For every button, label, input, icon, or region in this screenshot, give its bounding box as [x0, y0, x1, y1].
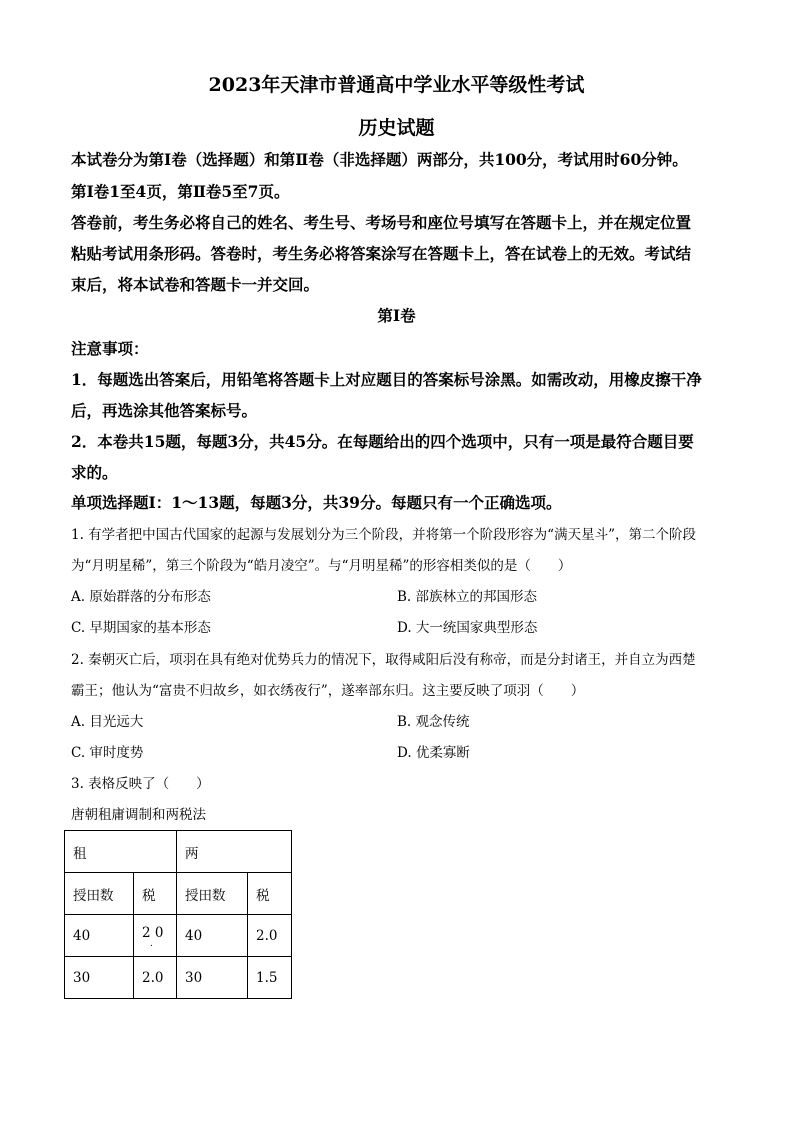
question-2-option-a[interactable]: A. 目光远大: [71, 714, 144, 730]
question-2-option-b[interactable]: B. 观念传统: [397, 714, 470, 730]
question-1-option-d[interactable]: D. 大一统国家典型形态: [397, 620, 538, 636]
exam-subtitle: 历史试题: [358, 117, 435, 139]
question-2-stem: 2. 秦朝灭亡后，项羽在具有绝对优势兵力的情况下，取得咸阳后没有称帝，而是分封诸王，并自立为西楚: [71, 652, 696, 668]
table-group-header: 租: [65, 831, 177, 873]
table-cell: 40: [65, 915, 134, 957]
question-2-stem: 霸王；他认为“富贵不归故乡，如衣绣夜行”，遂率部东归。这主要反映了项羽（ ）: [71, 683, 585, 699]
table-caption: 唐朝租庸调制和两税法: [71, 807, 206, 823]
table-header-cell: 授田数: [177, 873, 248, 915]
table-cell: 30: [65, 957, 134, 999]
table-group-header: 两: [177, 831, 292, 873]
question-1-option-b[interactable]: B. 部族林立的邦国形态: [397, 589, 538, 605]
intro-line: 本试卷分为第Ⅰ卷（选择题）和第Ⅱ卷（非选择题）两部分，共100分，考试用时60分钟。: [71, 150, 688, 169]
notes-heading: 注意事项：: [71, 339, 149, 358]
notes-line: 1．每题选出答案后，用铅笔将答题卡上对应题目的答案标号涂黑。如需改动，用橡皮擦干净: [71, 370, 702, 389]
table-row: [65, 915, 292, 957]
question-1-option-a[interactable]: A. 原始群落的分布形态: [71, 589, 211, 605]
question-1-stem: 1. 有学者把中国古代国家的起源与发展划分为三个阶段，并将第一个阶段形容为“满天星斗”，第二个阶段: [71, 527, 696, 543]
table-header-cell: 授田数: [65, 873, 134, 915]
table-cell: 2.0: [134, 957, 177, 999]
question-3-stem: 3. 表格反映了（ ）: [71, 776, 210, 792]
table-cell: [134, 915, 177, 957]
table-cell: 2.0: [248, 915, 292, 957]
intro-line: 粘贴考试用条形码。答卷时，考生务必将答案涂写在答题卡上，答在试卷上的无效。考试结: [71, 244, 692, 263]
intro-line: 答卷前，考生务必将自己的姓名、考生号、考场号和座位号填写在答题卡上，并在规定位置: [71, 213, 692, 232]
intro-line: 第Ⅰ卷1至4页，第Ⅱ卷5至7页。: [71, 182, 290, 201]
notes-line: 求的。: [71, 463, 118, 482]
exam-title: 2023年天津市普通高中学业水平等级性考试: [208, 74, 585, 96]
table-cell: 40: [177, 915, 248, 957]
intro-line: 束后，将本试卷和答题卡一并交回。: [71, 275, 320, 294]
section-title: 第Ⅰ卷: [377, 306, 416, 325]
table-group-header-row: [65, 831, 292, 873]
table-header-cell: 税: [248, 873, 292, 915]
question-2-option-d[interactable]: D. 优柔寡断: [397, 745, 470, 761]
notes-line: 后，再选涂其他答案标号。: [71, 401, 258, 420]
table-cell-value: 2 0: [142, 924, 164, 941]
table-header-cell: 税: [134, 873, 177, 915]
table-row: [65, 957, 292, 999]
table-header-row: [65, 873, 292, 915]
tax-table: [64, 830, 292, 999]
notes-line: 2．本卷共15题，每题3分，共45分。在每题给出的四个选项中，只有一项是最符合题目要: [71, 432, 694, 451]
table-cell: 30: [177, 957, 248, 999]
question-1-option-c[interactable]: C. 早期国家的基本形态: [71, 620, 211, 636]
question-1-stem: 为“月明星稀”，第三个阶段为“皓月凌空”。与“月明星稀”的形容相类似的是（ ）: [71, 558, 572, 574]
table-cell: 1.5: [248, 957, 292, 999]
part-heading: 单项选择题Ⅰ：1～13题，每题3分，共39分。每题只有一个正确选项。: [71, 493, 562, 512]
stray-mark: .: [150, 938, 153, 949]
question-2-option-c[interactable]: C. 审时度势: [71, 745, 144, 761]
